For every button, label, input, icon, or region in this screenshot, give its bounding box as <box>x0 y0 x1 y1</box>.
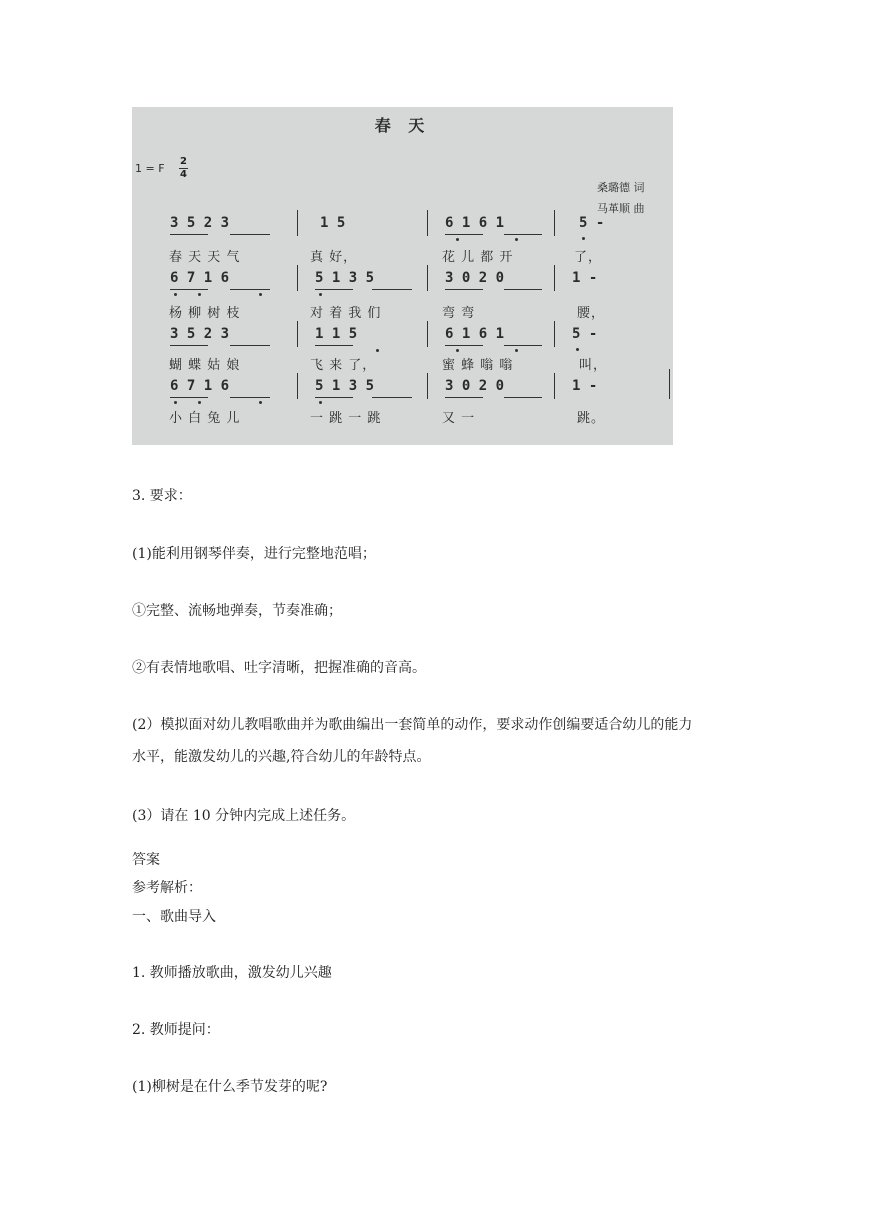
beam <box>170 397 208 398</box>
notes-r2-m3: 3 0 2 0 <box>445 270 505 286</box>
beam <box>504 345 542 346</box>
beam <box>504 234 542 235</box>
octave-dot <box>198 293 201 296</box>
octave-dot <box>376 349 379 352</box>
step-1: 1. 教师播放歌曲，激发幼儿兴趣 <box>132 965 332 981</box>
lyrics-r3-m2: 飞 来 了， <box>310 358 377 373</box>
lyrics-r4-m2: 一 跳 一 跳 <box>310 411 382 426</box>
lyrics-r2-m4: 腰， <box>577 306 606 321</box>
beam <box>170 289 208 290</box>
answer-heading: 答案 <box>132 852 160 868</box>
beam <box>230 289 270 290</box>
notes-r2-m1: 6 7 1 6 <box>170 270 230 286</box>
lyrics-r1-m2: 真 好， <box>310 250 358 265</box>
bar-line <box>554 321 555 347</box>
lyrics-r1-m3: 花 儿 都 开 <box>442 250 514 265</box>
octave-dot <box>515 238 518 241</box>
analysis-heading: 参考解析： <box>132 880 202 896</box>
bar-line <box>554 265 555 291</box>
step-2: 2. 教师提问： <box>132 1022 220 1038</box>
song-score-image <box>132 107 673 445</box>
notes-r3-m2: 1 1 5 <box>315 326 358 342</box>
bar-line <box>427 373 428 399</box>
octave-dot <box>259 293 262 296</box>
notes-r2-m2: 5 1 3 5 <box>315 270 375 286</box>
meter-bottom: 4 <box>180 169 187 180</box>
octave-dot <box>515 349 518 352</box>
beam <box>315 345 353 346</box>
question-1: (1)柳树是在什么季节发芽的呢? <box>132 1079 328 1095</box>
meter-top: 2 <box>180 156 187 167</box>
beam <box>504 397 542 398</box>
lyrics-r4-m1: 小 白 兔 儿 <box>169 411 241 426</box>
lyrics-r3-m1: 蝴 蝶 姑 娘 <box>169 358 241 373</box>
beam <box>315 397 353 398</box>
beam <box>170 345 208 346</box>
requirements-title: 3. 要求： <box>132 488 192 504</box>
score-title: 春 天 <box>374 116 431 135</box>
lyrics-r3-m4: 叫， <box>579 358 608 373</box>
notes-r1-m1: 3 5 2 3 <box>170 215 230 231</box>
lyrics-r4-m4: 跳。 <box>577 411 606 426</box>
bar-line <box>554 210 555 236</box>
score-lyricist: 桑璐德 词 <box>597 181 645 194</box>
lyrics-r2-m1: 杨 柳 树 枝 <box>169 306 241 321</box>
beam <box>372 397 412 398</box>
beam <box>504 289 542 290</box>
bar-line <box>297 373 298 399</box>
beam <box>230 345 270 346</box>
notes-r3-m4: 5 - <box>572 326 598 342</box>
bar-line <box>669 369 670 399</box>
requirement-2-line-1: (2）模拟面对幼儿教唱歌曲并为歌曲编出一套简单的动作，要求动作创编要适合幼儿的能力 <box>132 717 693 733</box>
requirement-2-line-2: 水平，能激发幼儿的兴趣,符合幼儿的年龄特点。 <box>132 749 431 765</box>
octave-dot <box>174 293 177 296</box>
lyrics-r1-m4: 了， <box>574 250 603 265</box>
notes-r1-m4: 5 - <box>579 215 605 231</box>
octave-dot <box>456 349 459 352</box>
octave-dot <box>319 293 322 296</box>
requirement-3: (3）请在 10 分钟内完成上述任务。 <box>132 808 356 824</box>
requirement-1: (1)能利用钢琴伴奏，进行完整地范唱； <box>132 546 376 562</box>
notes-r2-m4: 1 - <box>572 270 598 286</box>
lyrics-r3-m3: 蜜 蜂 嗡 嗡 <box>442 358 514 373</box>
notes-r1-m2: 1 5 <box>320 215 346 231</box>
notes-r1-m3: 6 1 6 1 <box>445 215 505 231</box>
octave-dot <box>198 401 201 404</box>
notes-r3-m3: 6 1 6 1 <box>445 326 505 342</box>
bar-line <box>427 210 428 236</box>
notes-r4-m4: 1 - <box>572 378 598 394</box>
bar-line <box>427 321 428 347</box>
section-song-intro: 一、歌曲导入 <box>132 909 216 925</box>
notes-r4-m2: 5 1 3 5 <box>315 378 375 394</box>
requirement-1a: ①完整、流畅地弹奏，节奏准确； <box>132 603 342 619</box>
bar-line <box>297 210 298 236</box>
octave-dot <box>259 401 262 404</box>
bar-line <box>554 373 555 399</box>
octave-dot <box>576 348 579 351</box>
notes-r4-m3: 3 0 2 0 <box>445 378 505 394</box>
octave-dot <box>174 401 177 404</box>
octave-dot <box>582 237 585 240</box>
bar-line <box>297 265 298 291</box>
lyrics-r2-m3: 弯 弯 <box>442 306 476 321</box>
score-time-signature <box>179 157 188 180</box>
octave-dot <box>319 401 322 404</box>
beam <box>372 289 412 290</box>
beam <box>445 289 483 290</box>
lyrics-r1-m1: 春 天 天 气 <box>169 250 241 265</box>
bar-line <box>427 265 428 291</box>
notes-r3-m1: 3 5 2 3 <box>170 326 230 342</box>
beam <box>170 234 208 235</box>
beam <box>445 397 483 398</box>
beam <box>230 397 270 398</box>
score-composer: 马革顺 曲 <box>597 202 645 215</box>
requirement-1b: ②有表情地歌唱、吐字清晰，把握准确的音高。 <box>132 660 426 676</box>
beam <box>445 345 483 346</box>
notes-r4-m1: 6 7 1 6 <box>170 378 230 394</box>
beam <box>445 234 483 235</box>
octave-dot <box>456 238 459 241</box>
lyrics-r4-m3: 又 一 <box>442 411 476 426</box>
beam <box>230 234 270 235</box>
lyrics-r2-m2: 对 着 我 们 <box>310 306 382 321</box>
beam <box>315 289 353 290</box>
bar-line <box>297 321 298 347</box>
score-key: 1 = F <box>135 162 165 175</box>
